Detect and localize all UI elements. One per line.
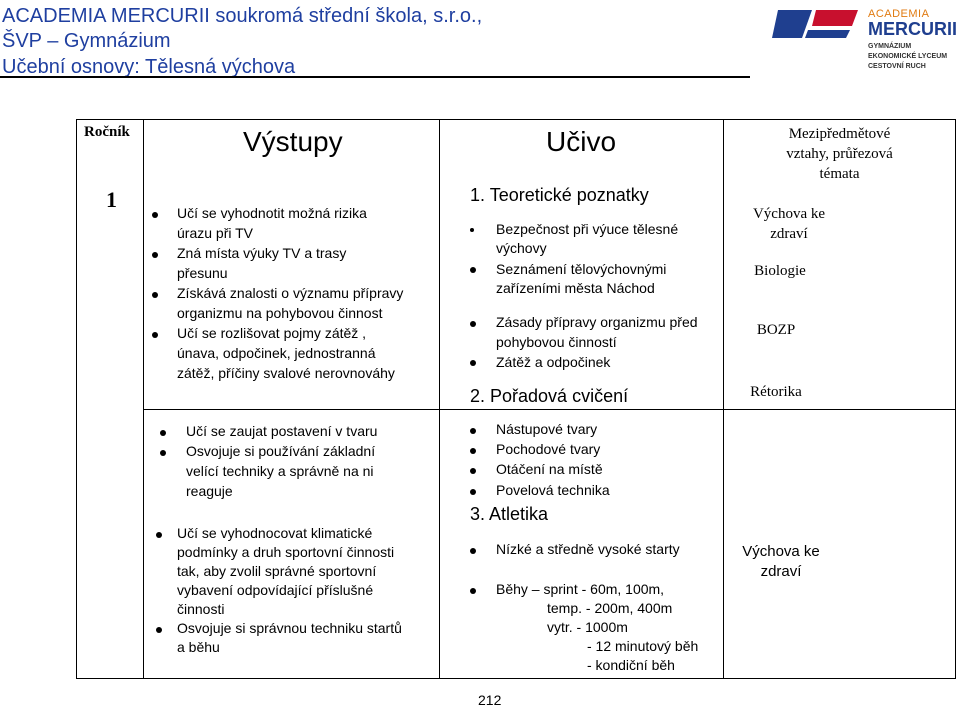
list-item: podmínky a druh sportovní činnosti xyxy=(177,544,395,560)
bullet-icon xyxy=(470,489,476,495)
header-line-2: ŠVP – Gymnázium xyxy=(2,30,171,52)
list-item: vybavení odpovídající příslušné xyxy=(177,582,374,598)
logo-mark-icon xyxy=(772,6,864,42)
head-mezi-line: Mezipředmětové xyxy=(788,126,891,142)
list-item: Zná místa výuky TV a trasy xyxy=(177,245,347,261)
bullet-icon xyxy=(470,360,476,366)
list-item: výchovy xyxy=(496,240,547,256)
head-mezi-line: vztahy, průřezová xyxy=(786,146,893,162)
table-row-divider xyxy=(143,409,955,410)
academia-mercurii-logo xyxy=(772,6,960,76)
mezi-bozp: BOZP xyxy=(756,322,796,338)
mezi-biologie: Biologie xyxy=(754,263,806,279)
list-item: vytr. - 1000m xyxy=(547,619,628,635)
list-item: Povelová technika xyxy=(496,482,610,498)
list-item: organizmu na pohybovou činnost xyxy=(177,305,383,321)
logo-line-1: GYMNÁZIUM xyxy=(868,43,912,50)
bullet-icon xyxy=(470,468,476,474)
table-left-border xyxy=(76,119,77,679)
header-line-3: Učební osnovy: Tělesná výchova xyxy=(2,56,296,78)
list-item: - kondiční běh xyxy=(587,657,675,673)
logo-line-3: CESTOVNÍ RUCH xyxy=(868,63,926,70)
list-item: Nízké a středně vysoké starty xyxy=(496,541,680,557)
head-vystupy: Výstupy xyxy=(243,126,343,157)
head-mezi-line: témata xyxy=(819,166,860,182)
list-item: Učí se vyhodnotit možná rizika xyxy=(177,205,367,221)
mezi-vychova-ke-zdravi-1 xyxy=(724,204,854,244)
list-item: Běhy – sprint - 60m, 100m, xyxy=(496,581,665,597)
ucivo-section-1: 1. Teoretické poznatky xyxy=(470,185,649,205)
bullet-icon xyxy=(470,228,474,232)
table-col-divider-2 xyxy=(439,119,440,679)
list-item: - 12 minutový běh xyxy=(587,638,699,654)
year-number: 1 xyxy=(106,187,117,212)
bullet-icon xyxy=(152,292,158,298)
list-item: Učí se zaujat postavení v tvaru xyxy=(186,423,378,439)
list-item: Otáčení na místě xyxy=(496,461,603,477)
logo-line-2: EKONOMICKÉ LYCEUM xyxy=(868,53,948,60)
list-item: tak, aby zvolil správné sportovní xyxy=(177,563,377,579)
mezi-vychova-ke-zdravi-2 xyxy=(724,542,838,582)
bullet-icon xyxy=(470,267,476,273)
ucivo-behy xyxy=(470,580,720,680)
list-item: zařízeními města Náchod xyxy=(496,280,655,296)
mezi-line: Výchova ke xyxy=(752,206,826,222)
ucivo-section-2: 2. Pořadová cvičení xyxy=(470,386,629,406)
mezi-line: zdraví xyxy=(760,563,802,580)
list-item: Osvojuje si správnou techniku startů xyxy=(177,620,402,636)
list-item: Nástupové tvary xyxy=(496,421,598,437)
list-item: Bezpečnost při výuce tělesné xyxy=(496,221,679,237)
list-item: temp. - 200m, 400m xyxy=(547,600,673,616)
bullet-icon xyxy=(470,588,476,594)
list-item: Učí se vyhodnocovat klimatické xyxy=(177,525,373,541)
list-item: Zátěž a odpočinek xyxy=(496,354,611,370)
list-item: únava, odpočinek, jednostranná xyxy=(177,345,376,361)
list-item: pohybovou činností xyxy=(496,334,617,350)
list-item: a běhu xyxy=(177,639,220,655)
bullet-icon xyxy=(160,450,166,456)
head-mezipredmetove xyxy=(724,124,955,184)
bullet-icon xyxy=(152,212,158,218)
bullet-icon xyxy=(156,532,162,538)
list-item: Zásady přípravy organizmu před xyxy=(496,314,698,330)
table-top-border xyxy=(76,119,956,120)
head-ucivo: Učivo xyxy=(546,126,617,157)
bullet-icon xyxy=(160,430,166,436)
table-col-divider-1 xyxy=(143,119,144,679)
list-item: zátěž, příčiny svalové nerovnováhy xyxy=(177,365,395,381)
bullet-icon xyxy=(470,428,476,434)
list-item: přesunu xyxy=(177,265,228,281)
list-item: Osvojuje si používání základní xyxy=(186,443,376,459)
table-right-border xyxy=(955,119,956,679)
logo-mercurii: MERCURII xyxy=(868,19,957,39)
header-line-1: ACADEMIA MERCURII soukromá střední škola, s.r.o., xyxy=(2,5,483,27)
bullet-icon xyxy=(470,321,476,327)
mezi-line: zdraví xyxy=(770,226,808,242)
header-underline xyxy=(0,76,750,78)
list-item: činnosti xyxy=(177,601,225,617)
list-item: reaguje xyxy=(186,483,233,499)
list-item: Učí se rozlišovat pojmy zátěž , xyxy=(177,325,367,341)
head-rocnik: Ročník xyxy=(84,124,130,140)
list-item: Seznámení tělovýchovnými xyxy=(496,261,667,277)
mezi-retorika: Rétorika xyxy=(750,384,802,400)
page-number: 212 xyxy=(478,692,502,708)
mezi-line: Výchova ke xyxy=(742,543,820,560)
bullet-icon xyxy=(152,252,158,258)
list-item: Pochodové tvary xyxy=(496,441,601,457)
ucivo-section-3: 3. Atletika xyxy=(470,504,549,524)
logo-academia: ACADEMIA xyxy=(868,8,930,20)
list-item: Získává znalosti o významu přípravy xyxy=(177,285,404,301)
bullet-icon xyxy=(156,627,162,633)
list-item: velící techniky a správně na ni xyxy=(186,463,374,479)
bullet-icon xyxy=(470,548,476,554)
bullet-icon xyxy=(152,332,158,338)
list-item: úrazu při TV xyxy=(177,225,253,241)
bullet-icon xyxy=(470,448,476,454)
